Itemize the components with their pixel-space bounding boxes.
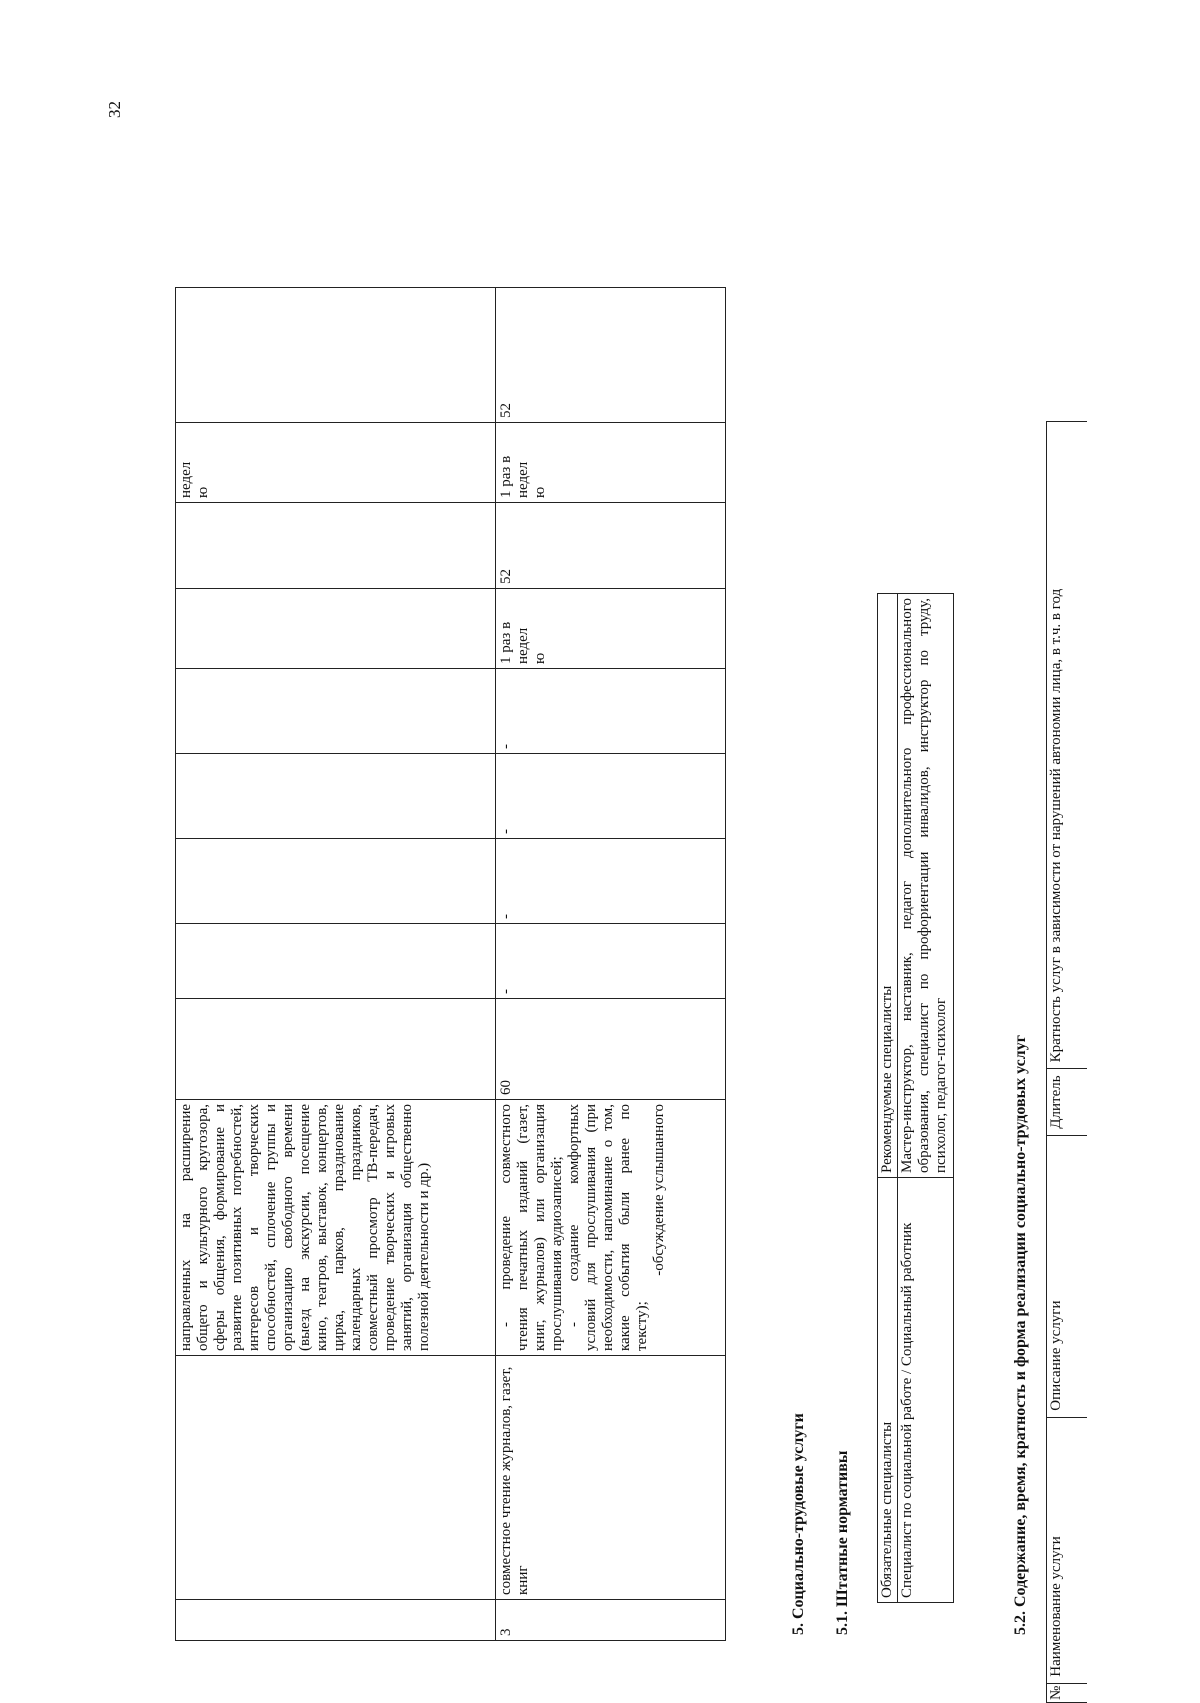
- description-line: общего и культурного кругозора,: [195, 1104, 211, 1351]
- description-line: какие события были ранее по: [617, 1104, 633, 1351]
- section-5-2-title: 5.2. Содержание, время, кратность и форма реализации социально-трудовых услуг: [1012, 1035, 1029, 1635]
- duration-cell: 60: [496, 999, 726, 1100]
- service-description-cell: [496, 1100, 726, 1356]
- description-line: необходимости, напоминание о том,: [600, 1104, 616, 1351]
- description-line: (выезд на экскурсии, посещение: [297, 1104, 313, 1351]
- frequency-cell: 1 раз в недел ю: [496, 423, 726, 503]
- service-name-cell: [496, 1356, 726, 1600]
- service-description-cell: [176, 1100, 496, 1356]
- frequency-cell: -: [496, 839, 726, 924]
- duration-cell: [176, 999, 496, 1100]
- description-line: проведение творческих и игровых: [382, 1104, 398, 1351]
- page-number: 32: [105, 101, 124, 118]
- description-line: совместный просмотр ТВ-передач,: [365, 1104, 381, 1351]
- table-row: [898, 594, 954, 1603]
- recommended-line: Мастер-инструктор, наставник, педагог дополнительного профессионального: [899, 598, 915, 1173]
- description-line: тексту);: [634, 1301, 650, 1351]
- name-line: книг: [515, 1565, 531, 1595]
- frequency-cell: [176, 924, 496, 999]
- table-row: [1047, 422, 1087, 1703]
- description-line: календарных праздников,: [348, 1104, 364, 1351]
- frequency-cell: [176, 839, 496, 924]
- description-line: чтения печатных изданий (газет,: [515, 1104, 531, 1351]
- staff-table: [877, 593, 954, 1603]
- frequency-cell: [176, 669, 496, 754]
- column-header-description: Описание услуги: [1047, 1135, 1087, 1417]
- recommended-specialists-cell: [898, 594, 954, 1178]
- name-line: совместное чтение журналов, газет,: [498, 1366, 514, 1595]
- column-header-number: №: [1047, 1683, 1087, 1702]
- required-specialists-cell: Специалист по социальной работе / Социальный работник: [898, 1178, 954, 1603]
- recommended-line: психолог, педагог-психолог: [933, 997, 949, 1173]
- description-line: - создание комфортных: [566, 1104, 582, 1327]
- table-row: [878, 594, 898, 1603]
- frequency-cell: 52: [496, 503, 726, 589]
- description-line: организацию свободного времени: [280, 1104, 296, 1351]
- description-line: интересов и творческих: [246, 1104, 262, 1351]
- row-number-cell: [176, 1600, 496, 1641]
- section-5-1-title: 5.1. Штатные нормативы: [834, 1450, 851, 1635]
- frequency-cell: [176, 589, 496, 669]
- description-line: полезной деятельности и др.): [416, 1162, 432, 1351]
- section-5-title: 5. Социально-трудовые услуги: [790, 1413, 807, 1635]
- services-table: [175, 287, 726, 1641]
- description-line: направленных на расширение: [178, 1104, 194, 1351]
- row-number-cell: 3: [496, 1600, 726, 1641]
- description-line: кино, театров, выставок, концертов,: [314, 1104, 330, 1351]
- service-name-cell: [176, 1356, 496, 1600]
- frequency-cell: 52: [496, 288, 726, 423]
- recommended-line: образования, специалист по профориентации инвалидов, инструктор по труду,: [916, 598, 932, 1173]
- table-row: [176, 288, 496, 1641]
- services-header-table: [1046, 421, 1087, 1703]
- frequency-cell: -: [496, 669, 726, 754]
- column-header-duration: Длитель: [1047, 1069, 1087, 1135]
- description-line: способностей, сплочение группы и: [263, 1104, 279, 1351]
- frequency-cell: -: [496, 754, 726, 839]
- description-line: занятий, организация общественно: [399, 1104, 415, 1351]
- description-line: - проведение совместного: [498, 1104, 514, 1327]
- description-line: условий для прослушивания (при: [583, 1104, 599, 1351]
- description-line: книг, журналов) или организация: [532, 1104, 548, 1351]
- column-header-frequency: Кратность услуг в зависимости от нарушений автономии лица, в т.ч. в год: [1047, 422, 1087, 1069]
- description-line: цирка, парков, празднование: [331, 1104, 347, 1351]
- table-row: [496, 288, 726, 1641]
- frequency-cell: [176, 754, 496, 839]
- frequency-cell: [176, 288, 496, 423]
- required-specialists-header: Обязательные специалисты: [878, 1178, 898, 1603]
- description-line: -обсуждение услышанного: [651, 1104, 667, 1276]
- frequency-cell: недел ю: [176, 423, 496, 503]
- description-line: прослушивания аудиозаписей;: [549, 1156, 565, 1351]
- recommended-specialists-header: Рекомендуемые специалисты: [878, 594, 898, 1178]
- frequency-cell: -: [496, 924, 726, 999]
- frequency-cell: [176, 503, 496, 589]
- description-line: сферы общения, формирование и: [212, 1104, 228, 1351]
- description-line: развитие позитивных потребностей,: [229, 1104, 245, 1351]
- frequency-cell: 1 раз в недел ю: [496, 589, 726, 669]
- column-header-name: Наименование услуги: [1047, 1417, 1087, 1683]
